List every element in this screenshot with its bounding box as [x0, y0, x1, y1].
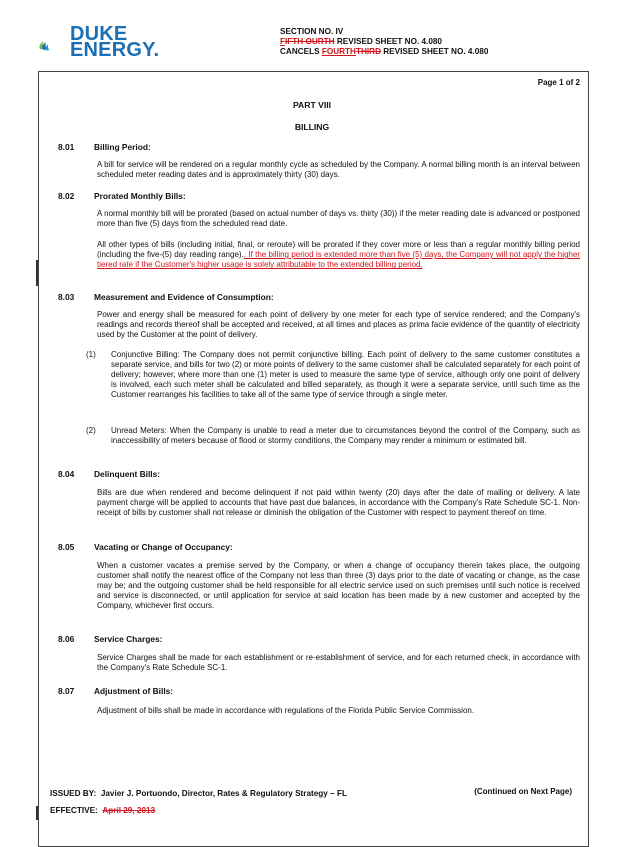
section-title: Vacating or Change of Occupancy:	[94, 542, 233, 552]
section-number: 8.05	[58, 542, 75, 552]
revision-bar	[36, 260, 38, 286]
section-title: Measurement and Evidence of Consumption:	[94, 292, 274, 302]
section-8-01-heading	[58, 142, 151, 152]
section-8-06-heading	[58, 634, 162, 644]
section-number: 8.04	[58, 469, 75, 479]
effective-value: April 29, 2013	[102, 806, 156, 815]
section-number: 8.06	[58, 634, 75, 644]
cancels-struck: THIRD	[355, 47, 381, 56]
section-8-04-heading	[58, 469, 160, 479]
item-text: Unread Meters: When the Company is unable to read a meter due to circumstances beyond the control of the Company, such as inaccessibility of meters because of flood or stormy conditions, the Company may render a minimum or estimated bill.	[111, 426, 580, 446]
section-title: Prorated Monthly Bills:	[94, 191, 186, 201]
section-8-05-para: When a customer vacates a premise served by the Company, or when a change of occupancy therein takes place, the outgoing customer shall notify the nearest office of the Company not less than three (3) days prior to the date of vacating or change, as the case may be; and the outgoing customer shall be held responsible for all electric service used on such premises until such notice is received and service is disconnected, or until application for service at said location has been made by a new customer and accepted by the Company, whichever first occurs.	[97, 561, 580, 611]
section-8-02-para-1: A normal monthly bill will be prorated (based on actual number of days vs. thirty (30)) if the meter reading date is advanced or postponed more than five (5) days from the scheduled read date.	[97, 209, 580, 229]
effective-date	[50, 806, 155, 815]
section-number: 8.07	[58, 686, 75, 696]
section-8-07-para: Adjustment of bills shall be made in accordance with regulations of the Florida Public Service Commission.	[97, 706, 475, 715]
issued-value: Javier J. Portuondo, Director, Rates & Regulatory Strategy – FL	[100, 789, 347, 798]
part-title: PART VIII	[292, 100, 332, 110]
section-8-03-para: Power and energy shall be measured for each point of delivery by one meter for each type of service rendered; and the Company's readings and records thereof shall be accepted and received, at all times and places as prima facie evidence of the quantity of electricity used by the Customer at the point of delivery.	[97, 310, 580, 340]
para-text: All other types of bills (including initial, final, or reroute) will be prorated if they cover more or less than a regular monthly billing period (including the five-(5) day reading range).	[97, 240, 580, 260]
section-8-01-para: A bill for service will be rendered on a regular monthly cycle as scheduled by the Company. A normal billing month is an interval between scheduled meter reading dates and is approximately thirty (30) days.	[97, 160, 580, 180]
revision-bar-footer	[36, 806, 38, 820]
item-label: (1)	[86, 350, 96, 359]
section-8-07-heading	[58, 686, 173, 696]
cancels-prefix: CANCELS	[280, 47, 322, 56]
issued-by	[50, 789, 347, 798]
section-8-04-para: Bills are due when rendered and become delinquent if not paid within twenty (20) days after the date of mailing or delivery. A late payment charge will be applied to accounts that have past due balances, in accordance with the Company's Rate Schedule SC-1. Non-receipt of bills by customer shall not release or diminish the obligation of the Customer with respect to payment thereof on time.	[97, 488, 580, 518]
page-label: Page 1 of 2	[537, 78, 580, 87]
billing-heading: BILLING	[294, 122, 330, 132]
cancels-inserted: FOURTH	[321, 47, 356, 56]
logo-wordmark	[70, 23, 160, 61]
continued-note: (Continued on Next Page)	[474, 787, 572, 796]
section-number: 8.01	[58, 142, 75, 152]
section-8-02-heading	[58, 191, 186, 201]
page-frame	[38, 71, 589, 847]
section-number: 8.02	[58, 191, 75, 201]
section-title: Delinquent Bills:	[94, 469, 161, 479]
issued-label: ISSUED BY:	[50, 789, 97, 798]
inserted-revision: . If the billing period is extended more than five (5) days, the Company will not apply the higher tiered rate if the Customer's higher usage is solely attributable to the extended billing period.	[97, 250, 580, 270]
logo-line2: ENERGY.	[70, 39, 160, 61]
sheet-header	[280, 27, 488, 57]
sheet-prefix: F	[280, 37, 286, 46]
section-8-06-para: Service Charges shall be made for each establishment or re-establishment of service, and for each returned check, in accordance with the Company's Rate Schedule SC-1.	[97, 653, 580, 673]
item-label: (2)	[86, 426, 96, 435]
effective-label: EFFECTIVE:	[50, 806, 98, 815]
section-number: 8.03	[58, 292, 75, 302]
item-text: Conjunctive Billing: The Company does not permit conjunctive billing. Each point of delivery to the same customer constitutes a separate service, and bills for two (2) or more points of delivery to the same customer shall be calculated separately for each point of delivery; however, where more than one (1) meter is used to measure the same type of service, although only one point of delivery is involved, each such meter shall be calculated and billed separately, as though it were a separate service, until such time as the Customer rearranges his facilities to take all of the same type of service through a single meter.	[111, 350, 580, 400]
section-8-03-heading	[58, 292, 274, 302]
section-title: Service Charges:	[94, 634, 163, 644]
sheet-number	[280, 37, 488, 47]
cancels-suffix: REVISED SHEET NO. 4.080	[380, 47, 489, 56]
section-title: Billing Period:	[94, 142, 151, 152]
sheet-suffix: REVISED SHEET NO. 4.080	[334, 37, 442, 46]
logo-line1: DUKE	[70, 23, 128, 45]
list-item	[86, 426, 580, 446]
section-8-05-heading	[58, 542, 233, 552]
cancels-sheet	[280, 47, 488, 57]
section-title: Adjustment of Bills:	[94, 686, 174, 696]
sheet-struck: IFTH OURTH	[285, 37, 335, 46]
section-number: SECTION NO. IV	[280, 27, 344, 36]
section-8-02-para-2	[97, 240, 580, 270]
list-item	[86, 350, 580, 400]
